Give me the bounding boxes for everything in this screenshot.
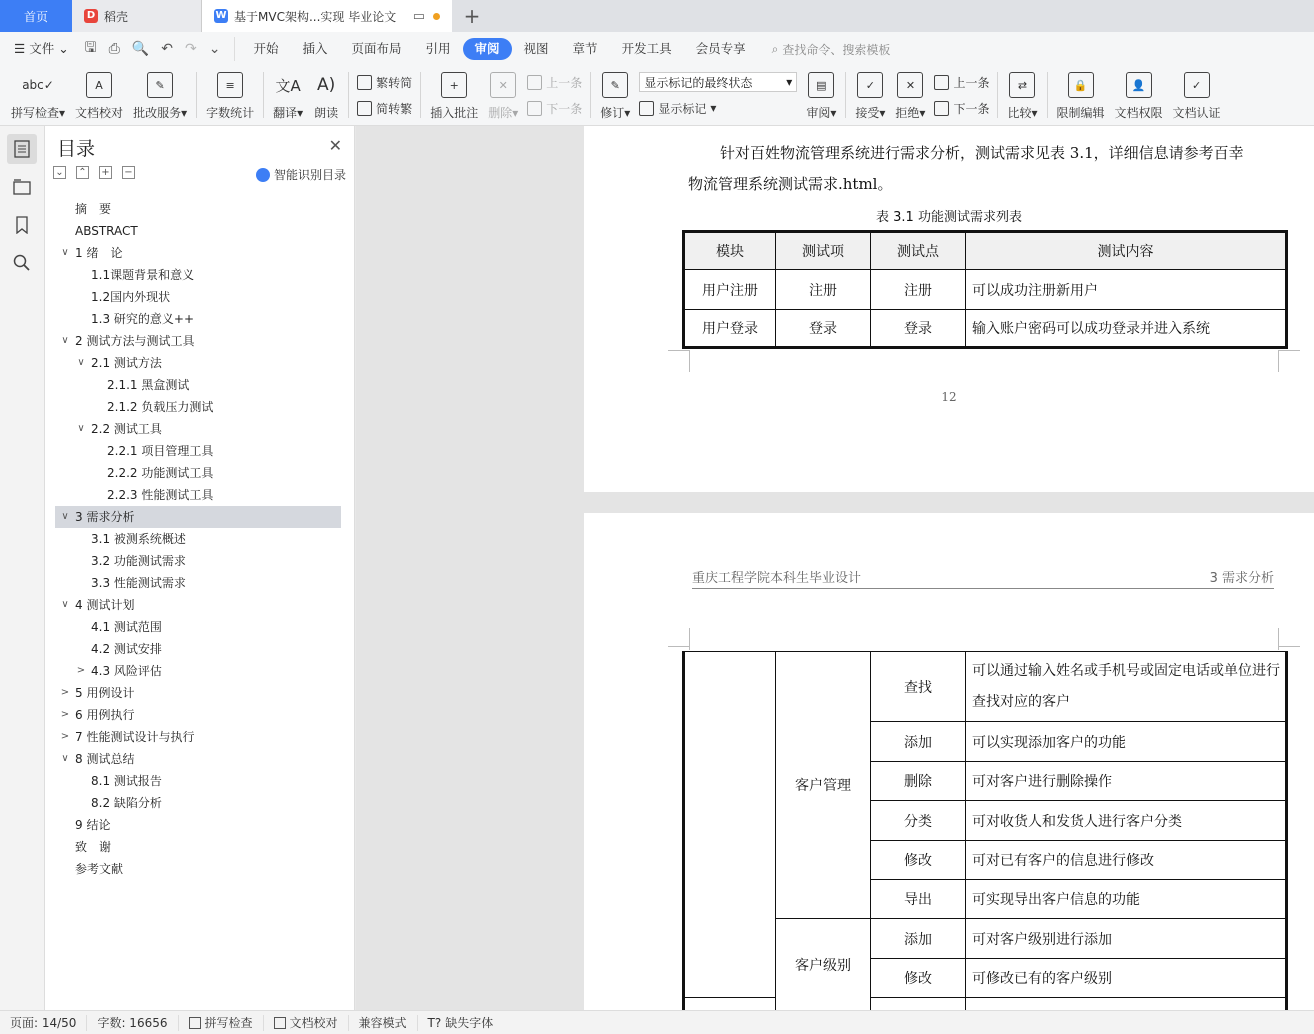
toc-item[interactable]: ∨ 2.1 测试方法	[55, 352, 341, 374]
insert-comment-icon: +	[441, 72, 467, 98]
reject-button[interactable]: ✕ 拒绝▾	[890, 66, 930, 124]
daoke-icon: D	[84, 9, 98, 23]
new-tab-button[interactable]: +	[463, 4, 481, 28]
toc-item[interactable]: ∨ 2.2 测试工具	[55, 418, 341, 440]
word-doc-icon: W	[215, 10, 227, 21]
print-icon[interactable]: ⎙	[108, 41, 120, 57]
table-caption: 表 3.1 功能测试需求列表	[876, 210, 1022, 225]
toc-item[interactable]: 2.2.1 项目管理工具	[107, 444, 214, 458]
status-spellcheck[interactable]: 拼写检查	[179, 1015, 264, 1031]
toc-icon[interactable]	[7, 134, 37, 164]
toc-item[interactable]: 3.1 被测系统概述	[91, 532, 186, 546]
checkbox-icon	[274, 1017, 286, 1029]
toc-list	[55, 198, 341, 880]
revise-service-button[interactable]: ✎ 批改服务▾	[128, 66, 192, 124]
toc-item[interactable]: 2.2.2 功能测试工具	[107, 466, 214, 480]
toc-item[interactable]: 1.2国内外现状	[91, 290, 171, 304]
remove-heading-icon[interactable]: −	[122, 166, 135, 179]
simplified-icon	[357, 101, 372, 116]
menu-devtools[interactable]: 开发工具	[621, 41, 672, 56]
menu-vip[interactable]: 会员专享	[695, 41, 746, 56]
body-paragraph-line2: 物流管理系统测试需求.html。	[688, 175, 893, 193]
toc-toolbar	[53, 166, 135, 179]
table-row: 删除 可对客户进行删除操作	[684, 762, 1287, 801]
nav-strip	[0, 126, 45, 1010]
next-change-button[interactable]: 下一条	[934, 98, 989, 118]
menu-bar	[0, 32, 1314, 66]
undo-icon[interactable]: ↶	[161, 41, 173, 57]
table-row: 导出 可实现导出客户信息的功能	[684, 880, 1287, 919]
word-count-button[interactable]: ≡ 字数统计	[201, 66, 259, 124]
chevron-down-icon[interactable]: ∨	[61, 511, 69, 522]
lock-icon: 🔒	[1068, 72, 1094, 98]
page-12	[584, 126, 1314, 492]
tab-document[interactable]: W 基于MVC架构...实现 毕业论文 ▭	[202, 0, 452, 32]
table-row	[684, 998, 1287, 1011]
to-simplified-button[interactable]: 简转繁	[357, 98, 412, 118]
unsaved-dot-icon	[433, 13, 440, 20]
toc-item[interactable]: 2.1.1 黑盒测试	[107, 378, 190, 392]
table-row: 添加 可以实现添加客户的功能	[684, 722, 1287, 762]
reject-icon: ✕	[897, 72, 923, 98]
table-row: 用户注册 注册 注册 可以成功注册新用户	[684, 270, 1287, 310]
doc-permission-button[interactable]: 👤 文档权限	[1110, 66, 1168, 124]
menu-chapter[interactable]: 章节	[572, 41, 598, 56]
chevron-down-icon[interactable]: ∨	[61, 599, 69, 610]
smart-toc-button[interactable]: 智能识别目录	[256, 166, 346, 183]
accept-icon: ✓	[857, 72, 883, 98]
missing-font[interactable]: T? 缺失字体	[427, 1015, 494, 1030]
expand-all-icon[interactable]: ⌄	[53, 166, 66, 179]
chevron-down-icon[interactable]: ∨	[61, 247, 69, 258]
table-row: 客户管理 查找 可以通过输入姓名或手机号或固定电话或单位进行 查找对应的客户	[684, 652, 1287, 722]
word-count-icon: ≡	[217, 72, 243, 98]
toc-item[interactable]: 1.1课题背景和意义	[91, 268, 195, 282]
body-paragraph-line1: 针对百姓物流管理系统进行需求分析，测试需求见表 3.1，详细信息请参考百幸	[720, 144, 1244, 162]
chevron-right-icon[interactable]: >	[60, 709, 70, 720]
doc-check-button[interactable]: A 文档校对	[70, 66, 128, 124]
menu-view[interactable]: 视图	[523, 41, 549, 56]
toc-item[interactable]: 3.2 功能测试需求	[91, 554, 186, 568]
toc-item[interactable]: ∨ 1 绪 论	[55, 242, 341, 264]
toc-item[interactable]: ∨ 4 测试计划	[55, 594, 341, 616]
compare-icon: ⇄	[1009, 72, 1035, 98]
save-icon[interactable]: 🖫	[84, 40, 97, 56]
search-icon: ⌕	[771, 41, 779, 56]
doc-check-icon: A	[86, 72, 112, 98]
table-row: 修改 可修改已有的客户级别	[684, 959, 1287, 998]
toc-item[interactable]: 2.1.2 负载压力测试	[107, 400, 214, 414]
translate-icon: 文A	[275, 76, 301, 95]
prev-comment-icon	[527, 75, 542, 90]
insert-comment-button[interactable]: + 插入批注	[425, 66, 483, 124]
checkbox-icon	[189, 1017, 201, 1029]
revise-service-icon: ✎	[147, 72, 173, 98]
toc-item[interactable]: 3.3 性能测试需求	[91, 576, 186, 590]
ai-icon	[256, 168, 270, 182]
prev-change-button[interactable]: 上一条	[934, 72, 989, 92]
menu-insert[interactable]: 插入	[302, 41, 328, 56]
compare-button[interactable]: ⇄ 比较▾	[1002, 66, 1042, 124]
doc-cert-button[interactable]: ✓ 文档认证	[1168, 66, 1226, 124]
toc-item[interactable]: > 6 用例执行	[55, 704, 341, 726]
table-row: 客户级别 添加 可对客户级别进行添加	[684, 919, 1287, 959]
markup-state-select[interactable]: 显示标记的最终状态 ▾	[639, 72, 797, 92]
accept-button[interactable]: ✓ 接受▾	[850, 66, 890, 124]
prev-comment-button[interactable]: 上一条	[527, 72, 582, 92]
delete-comment-icon: ✕	[490, 72, 516, 98]
chevron-right-icon[interactable]: >	[60, 687, 70, 698]
restrict-edit-button[interactable]: 🔒 限制编辑	[1052, 66, 1110, 124]
delete-comment-button[interactable]: ✕ 删除▾	[483, 66, 523, 124]
ribbon	[0, 66, 1314, 126]
chevron-down-icon: ▾	[786, 75, 793, 89]
requirements-table-1	[682, 230, 1288, 349]
chevron-down-icon[interactable]: ∨	[61, 753, 69, 764]
requirements-table-2	[682, 651, 1288, 1010]
traditional-icon	[357, 75, 372, 90]
toc-item[interactable]: ∨ 8 测试总结	[55, 748, 341, 770]
prev-change-icon	[934, 75, 949, 90]
toc-item[interactable]: 2.2.3 性能测试工具	[107, 488, 214, 502]
find-icon[interactable]	[7, 248, 37, 278]
toc-item[interactable]: 9 结论	[75, 818, 111, 832]
toc-item[interactable]: 摘 要	[75, 202, 112, 216]
revise-button[interactable]: ✎ 修订▾	[595, 66, 635, 124]
page-13	[584, 513, 1314, 1010]
shield-icon: ✓	[1184, 72, 1210, 98]
revise-icon: ✎	[602, 72, 628, 98]
toc-item[interactable]: 4.1 测试范围	[91, 620, 162, 634]
toc-item[interactable]: > 4.3 风险评估	[55, 660, 341, 682]
read-aloud-button[interactable]: A) 朗读	[308, 66, 344, 124]
spellcheck-icon: abc✓	[22, 78, 54, 92]
chevron-down-icon[interactable]: ∨	[61, 335, 69, 346]
to-traditional-button[interactable]: 繁转简	[357, 72, 412, 92]
screen-icon[interactable]: ▭	[412, 8, 425, 24]
toc-item[interactable]: ∨ 2 测试方法与测试工具	[55, 330, 341, 352]
close-icon[interactable]: ✕	[328, 136, 342, 155]
page-header: 重庆工程学院本科生毕业设计 3 需求分析	[692, 567, 1274, 589]
table-row: 分类 可对收货人和发货人进行客户分类	[684, 801, 1287, 841]
menu-review[interactable]: 审阅	[463, 38, 512, 60]
toc-item[interactable]: 8.1 测试报告	[91, 774, 162, 788]
chevron-down-icon[interactable]: ∨	[77, 357, 85, 368]
word-count-indicator[interactable]: 字数: 16656	[87, 1015, 178, 1031]
collapse-all-icon[interactable]: ⌃	[76, 166, 89, 179]
toc-item[interactable]: 1.3 研究的意义++	[91, 312, 195, 326]
preview-icon[interactable]: 🔍	[131, 41, 150, 57]
toc-item[interactable]: 8.2 缺陷分析	[91, 796, 162, 810]
tab-home[interactable]: 首页	[0, 0, 72, 32]
toc-item[interactable]: ABSTRACT	[75, 224, 138, 238]
translate-button[interactable]: 文A 翻译▾	[268, 66, 308, 124]
tab-daoke[interactable]: D 稻壳	[72, 0, 202, 32]
toc-title: 目录	[57, 138, 96, 160]
redo-icon[interactable]: ↷	[184, 41, 197, 57]
bookmark-icon[interactable]	[7, 210, 37, 240]
toc-item[interactable]: ∨ 3 需求分析	[55, 506, 341, 528]
next-comment-button[interactable]: 下一条	[527, 98, 582, 118]
show-markup-button[interactable]: 显示标记 ▾	[639, 98, 797, 118]
toc-item[interactable]: 致 谢	[75, 840, 112, 854]
permission-icon: 👤	[1126, 72, 1152, 98]
review-pane-icon: ▤	[808, 72, 834, 98]
show-markup-icon	[639, 101, 654, 116]
table-row: 修改 可对已有客户的信息进行修改	[684, 841, 1287, 880]
page-indicator[interactable]: 页面: 14/50	[0, 1015, 87, 1031]
toc-item[interactable]: > 7 性能测试设计与执行	[55, 726, 341, 748]
toc-item[interactable]: 4.2 测试安排	[91, 642, 162, 656]
status-doc-check[interactable]: 文档校对	[264, 1015, 349, 1031]
document-area	[356, 126, 1314, 1010]
toc-panel	[45, 126, 355, 1010]
toc-item[interactable]: > 5 用例设计	[55, 682, 341, 704]
tab-bar	[0, 0, 1314, 32]
command-search[interactable]: ⌕ 查找命令、搜索模板	[771, 41, 891, 57]
status-bar	[0, 1010, 1314, 1034]
menu-layout[interactable]: 页面布局	[351, 41, 402, 56]
hamburger-icon: ☰	[14, 41, 26, 56]
quick-access	[81, 37, 236, 61]
chevron-right-icon[interactable]: >	[60, 731, 70, 742]
table-row: 用户登录 登录 登录 输入账户密码可以成功登录并进入系统	[684, 310, 1287, 348]
read-aloud-icon: A)	[317, 75, 336, 95]
more-icon[interactable]: ⌄	[208, 41, 221, 57]
compat-mode: 兼容模式	[349, 1015, 418, 1031]
chevron-down-icon[interactable]: ∨	[77, 423, 85, 434]
table-header-row: 模块 测试项 测试点 测试内容	[684, 232, 1287, 270]
next-change-icon	[934, 101, 949, 116]
page-number: 12	[941, 390, 957, 404]
chapter-nav-icon[interactable]	[7, 172, 37, 202]
next-comment-icon	[527, 101, 542, 116]
file-menu[interactable]: ☰ 文件 ⌄	[14, 41, 69, 56]
chevron-right-icon[interactable]: >	[76, 665, 86, 676]
add-heading-icon[interactable]: +	[99, 166, 112, 179]
menu-reference[interactable]: 引用	[425, 41, 451, 56]
spellcheck-button[interactable]: abc✓ 拼写检查▾	[6, 66, 70, 124]
toc-item[interactable]: 参考文献	[75, 862, 124, 876]
menu-start[interactable]: 开始	[253, 41, 279, 56]
font-icon: T?	[427, 1015, 442, 1030]
review-pane-button[interactable]: ▤ 审阅▾	[801, 66, 841, 124]
